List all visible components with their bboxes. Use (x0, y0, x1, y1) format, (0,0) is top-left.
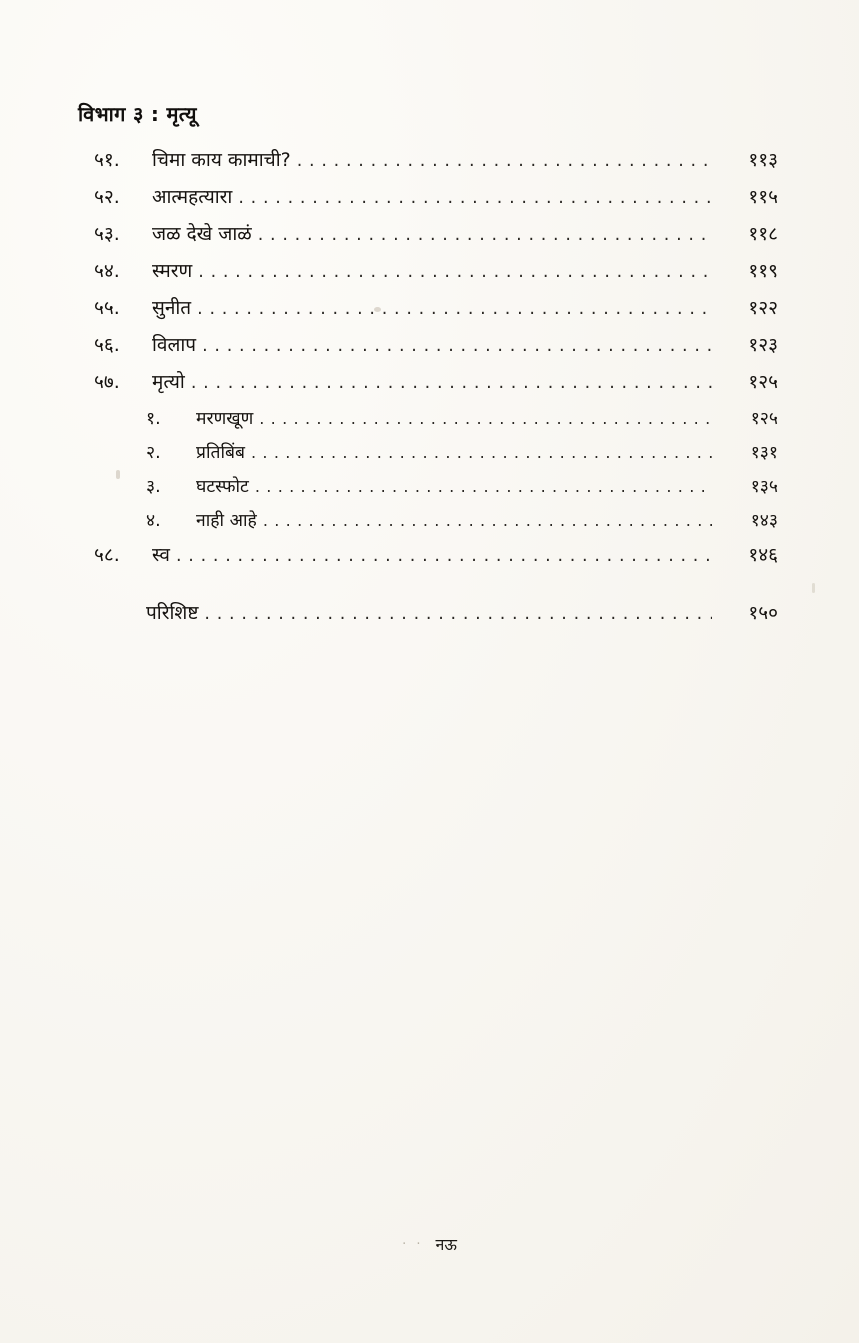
toc-leader-dots (191, 376, 712, 395)
toc-entry-title: प्रतिबिंब (196, 442, 245, 463)
section-heading: विभाग ३ : मृत्यू (78, 102, 197, 126)
toc-entry-page: १४६ (748, 543, 778, 566)
toc-entry-page: १२५ (750, 408, 778, 429)
toc-entry-number: ५८. (94, 543, 120, 566)
toc-entry[interactable] (78, 602, 778, 626)
toc-entry-title: मृत्यो (152, 370, 185, 393)
toc-entry-number: ५५. (94, 296, 120, 319)
paper-speck (812, 583, 815, 593)
toc-entry-title: सुनीत (152, 296, 192, 319)
table-of-contents (78, 100, 778, 639)
toc-entry[interactable] (78, 510, 778, 532)
toc-entry[interactable] (78, 186, 778, 210)
toc-leader-dots (204, 607, 712, 626)
toc-leader-dots (263, 514, 712, 532)
toc-entry-title: स्व (152, 543, 170, 566)
toc-leader-dots (176, 549, 712, 568)
toc-entry[interactable] (78, 371, 778, 395)
toc-entry-number: ५६. (94, 333, 120, 356)
toc-entry-title: आत्महत्यारा (152, 185, 233, 208)
toc-entry-title: मरणखूण (196, 408, 254, 429)
page-footer (0, 1233, 859, 1255)
toc-leader-dots (258, 228, 712, 247)
toc-entry-number: ५२. (94, 185, 120, 208)
toc-leader-dots (251, 446, 712, 464)
toc-entry-title: चिमा काय कामाची? (152, 149, 291, 171)
toc-entry[interactable] (78, 260, 778, 284)
toc-leader-dots (198, 265, 712, 284)
toc-entry-title: स्मरण (152, 259, 193, 282)
toc-entry[interactable] (78, 334, 778, 358)
toc-list (78, 149, 778, 626)
toc-entry[interactable] (78, 442, 778, 464)
toc-entry-page: ११३ (748, 149, 778, 171)
toc-entry-page: १५० (748, 601, 778, 624)
toc-entry[interactable] (78, 476, 778, 498)
toc-entry[interactable] (78, 408, 778, 430)
toc-leader-dots (238, 191, 712, 210)
toc-entry-number: २. (146, 442, 161, 463)
toc-entry-title: नाही आहे (196, 510, 257, 531)
toc-entry-number: ५७. (94, 370, 120, 393)
toc-entry-page: १२२ (748, 296, 778, 319)
toc-entry-page: १२५ (748, 370, 778, 393)
toc-entry-page: ११८ (748, 222, 778, 245)
toc-entry-page: ११५ (748, 185, 778, 208)
toc-entry-page: १४३ (750, 510, 778, 531)
toc-leader-dots (255, 480, 712, 498)
toc-entry-title: जळ देखे जाळं (152, 222, 252, 245)
toc-leader-dots (259, 412, 712, 430)
toc-leader-dots (202, 339, 712, 358)
toc-entry[interactable] (78, 223, 778, 247)
toc-entry-number: ५४. (94, 259, 120, 282)
toc-entry-title: विलाप (152, 333, 197, 356)
toc-leader-dots (297, 154, 712, 173)
footer-page-number: नऊ (435, 1235, 457, 1254)
toc-entry-title: घटस्फोट (196, 476, 249, 497)
toc-entry-number: ३. (146, 476, 161, 497)
toc-entry-page: ११९ (748, 259, 778, 282)
toc-entry[interactable] (78, 544, 778, 568)
toc-entry-page: १३१ (750, 442, 778, 463)
toc-entry-number: ४. (146, 510, 161, 531)
toc-leader-dots (197, 302, 712, 321)
toc-entry[interactable] (78, 297, 778, 321)
toc-entry-number: ५३. (94, 222, 120, 245)
toc-entry-title: परिशिष्ट (146, 601, 199, 624)
toc-entry-page: १२३ (748, 333, 778, 356)
toc-entry-page: १३५ (750, 476, 778, 497)
ink-smudge: · · (402, 1237, 424, 1252)
toc-entry-number: ५१. (94, 149, 120, 171)
toc-entry[interactable] (78, 149, 778, 173)
toc-entry-number: १. (146, 408, 161, 429)
